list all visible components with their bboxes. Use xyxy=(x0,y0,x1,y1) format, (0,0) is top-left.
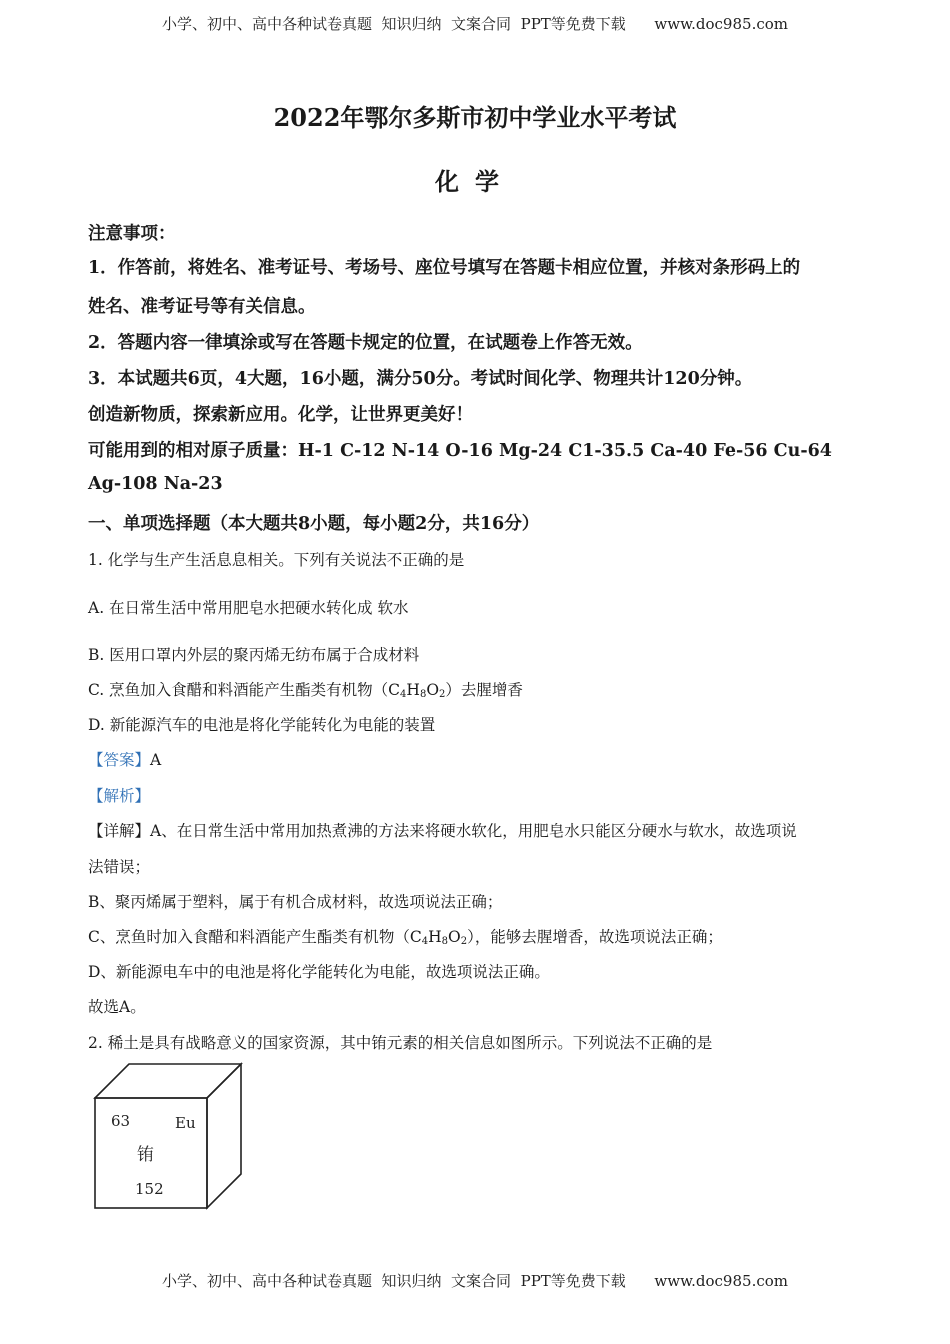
q1-option-d: D. 新能源汽车的电池是将化学能转化为电能的装置 xyxy=(88,716,436,734)
q1-option-a: A. 在日常生活中常用肥皂水把硬水转化成 软水 xyxy=(88,599,409,617)
q1-option-c-text: C. 烹鱼加入食醋和料酒能产生酯类有机物（C xyxy=(88,681,401,699)
cube-top-face xyxy=(95,1064,241,1098)
answer-value: A xyxy=(150,751,162,769)
detail-1-cont: 法错误； xyxy=(88,858,151,876)
answer-tag: 【答案】 xyxy=(88,751,151,769)
atomic-masses-cont: Ag-108 Na-23 xyxy=(88,474,223,494)
slogan: 创造新物质，探索新应用。化学，让世界更美好！ xyxy=(88,405,473,425)
atomic-number: 63 xyxy=(111,1112,131,1130)
subject-title: 化学 xyxy=(435,167,515,196)
exam-title: 2022年鄂尔多斯市初中学业水平考试 xyxy=(273,103,677,132)
detail-1: 【详解】A、在日常生活中常用加热煮沸的方法来将硬水软化，用肥皂水只能区分硬水与软水，故选项说 xyxy=(88,822,797,840)
element-symbol: Eu xyxy=(175,1114,196,1132)
atomic-masses: 可能用到的相对原子质量：H-1 C-12 N-14 O-16 Mg-24 C1-35.5 Ca-40 Fe-56 Cu-64 xyxy=(88,441,832,461)
element-cell-diagram xyxy=(93,1062,243,1212)
cube-side-face xyxy=(207,1064,241,1208)
notice-1: 1．作答前，将姓名、准考证号、考场号、座位号填写在答题卡相应位置，并核对条形码上的 xyxy=(88,258,801,278)
element-name: 铕 xyxy=(137,1145,154,1165)
detail-2: B、聚丙烯属于塑料，属于有机合成材料，故选项说法正确； xyxy=(88,893,503,911)
q1-option-b: B. 医用口罩内外层的聚丙烯无纺布属于合成材料 xyxy=(88,646,420,664)
q2-stem: 2. 稀土是具有战略意义的国家资源，其中铕元素的相关信息如图所示。下列说法不正确的是 xyxy=(88,1034,713,1052)
detail-3: C、烹鱼时加入食醋和料酒能产生酯类有机物$(C_4H_8O_2)$，能够去腥增香，故选项说法正确； xyxy=(88,928,723,947)
notice-3: 3．本试题共6页，4大题，16小题，满分50分。考试时间化学、物理共计120分钟。 xyxy=(88,369,753,389)
q1-option-c: C. 烹鱼加入食醋和料酒能产生酯类有机物$(C_4H_8O_2)$去腥增香 xyxy=(88,681,523,700)
section-heading: 一、单项选择题（本大题共8小题，每小题2分，共16分） xyxy=(88,514,540,534)
page-footer: 小学、初中、高中各种试卷真题 知识归纳 文案合同 PPT等免费下载 www.doc985.com xyxy=(161,1272,788,1290)
page-header: 小学、初中、高中各种试卷真题 知识归纳 文案合同 PPT等免费下载 www.doc985.com xyxy=(161,15,788,33)
conclusion: 故选A。 xyxy=(88,998,146,1016)
answer-line xyxy=(88,748,161,770)
q1-stem: 1. 化学与生产生活息息相关。下列有关说法不正确的是 xyxy=(88,551,465,569)
detail-4: D、新能源电车中的电池是将化学能转化为电能，故选项说法正确。 xyxy=(88,963,550,981)
notice-2: 2．答题内容一律填涂或写在答题卡规定的位置，在试题卷上作答无效。 xyxy=(88,333,643,353)
notice-1-cont: 姓名、准考证号等有关信息。 xyxy=(88,297,316,317)
notice-heading: 注意事项： xyxy=(88,224,176,244)
atomic-mass: 152 xyxy=(135,1180,164,1198)
analysis-tag: 【解析】 xyxy=(88,787,151,805)
